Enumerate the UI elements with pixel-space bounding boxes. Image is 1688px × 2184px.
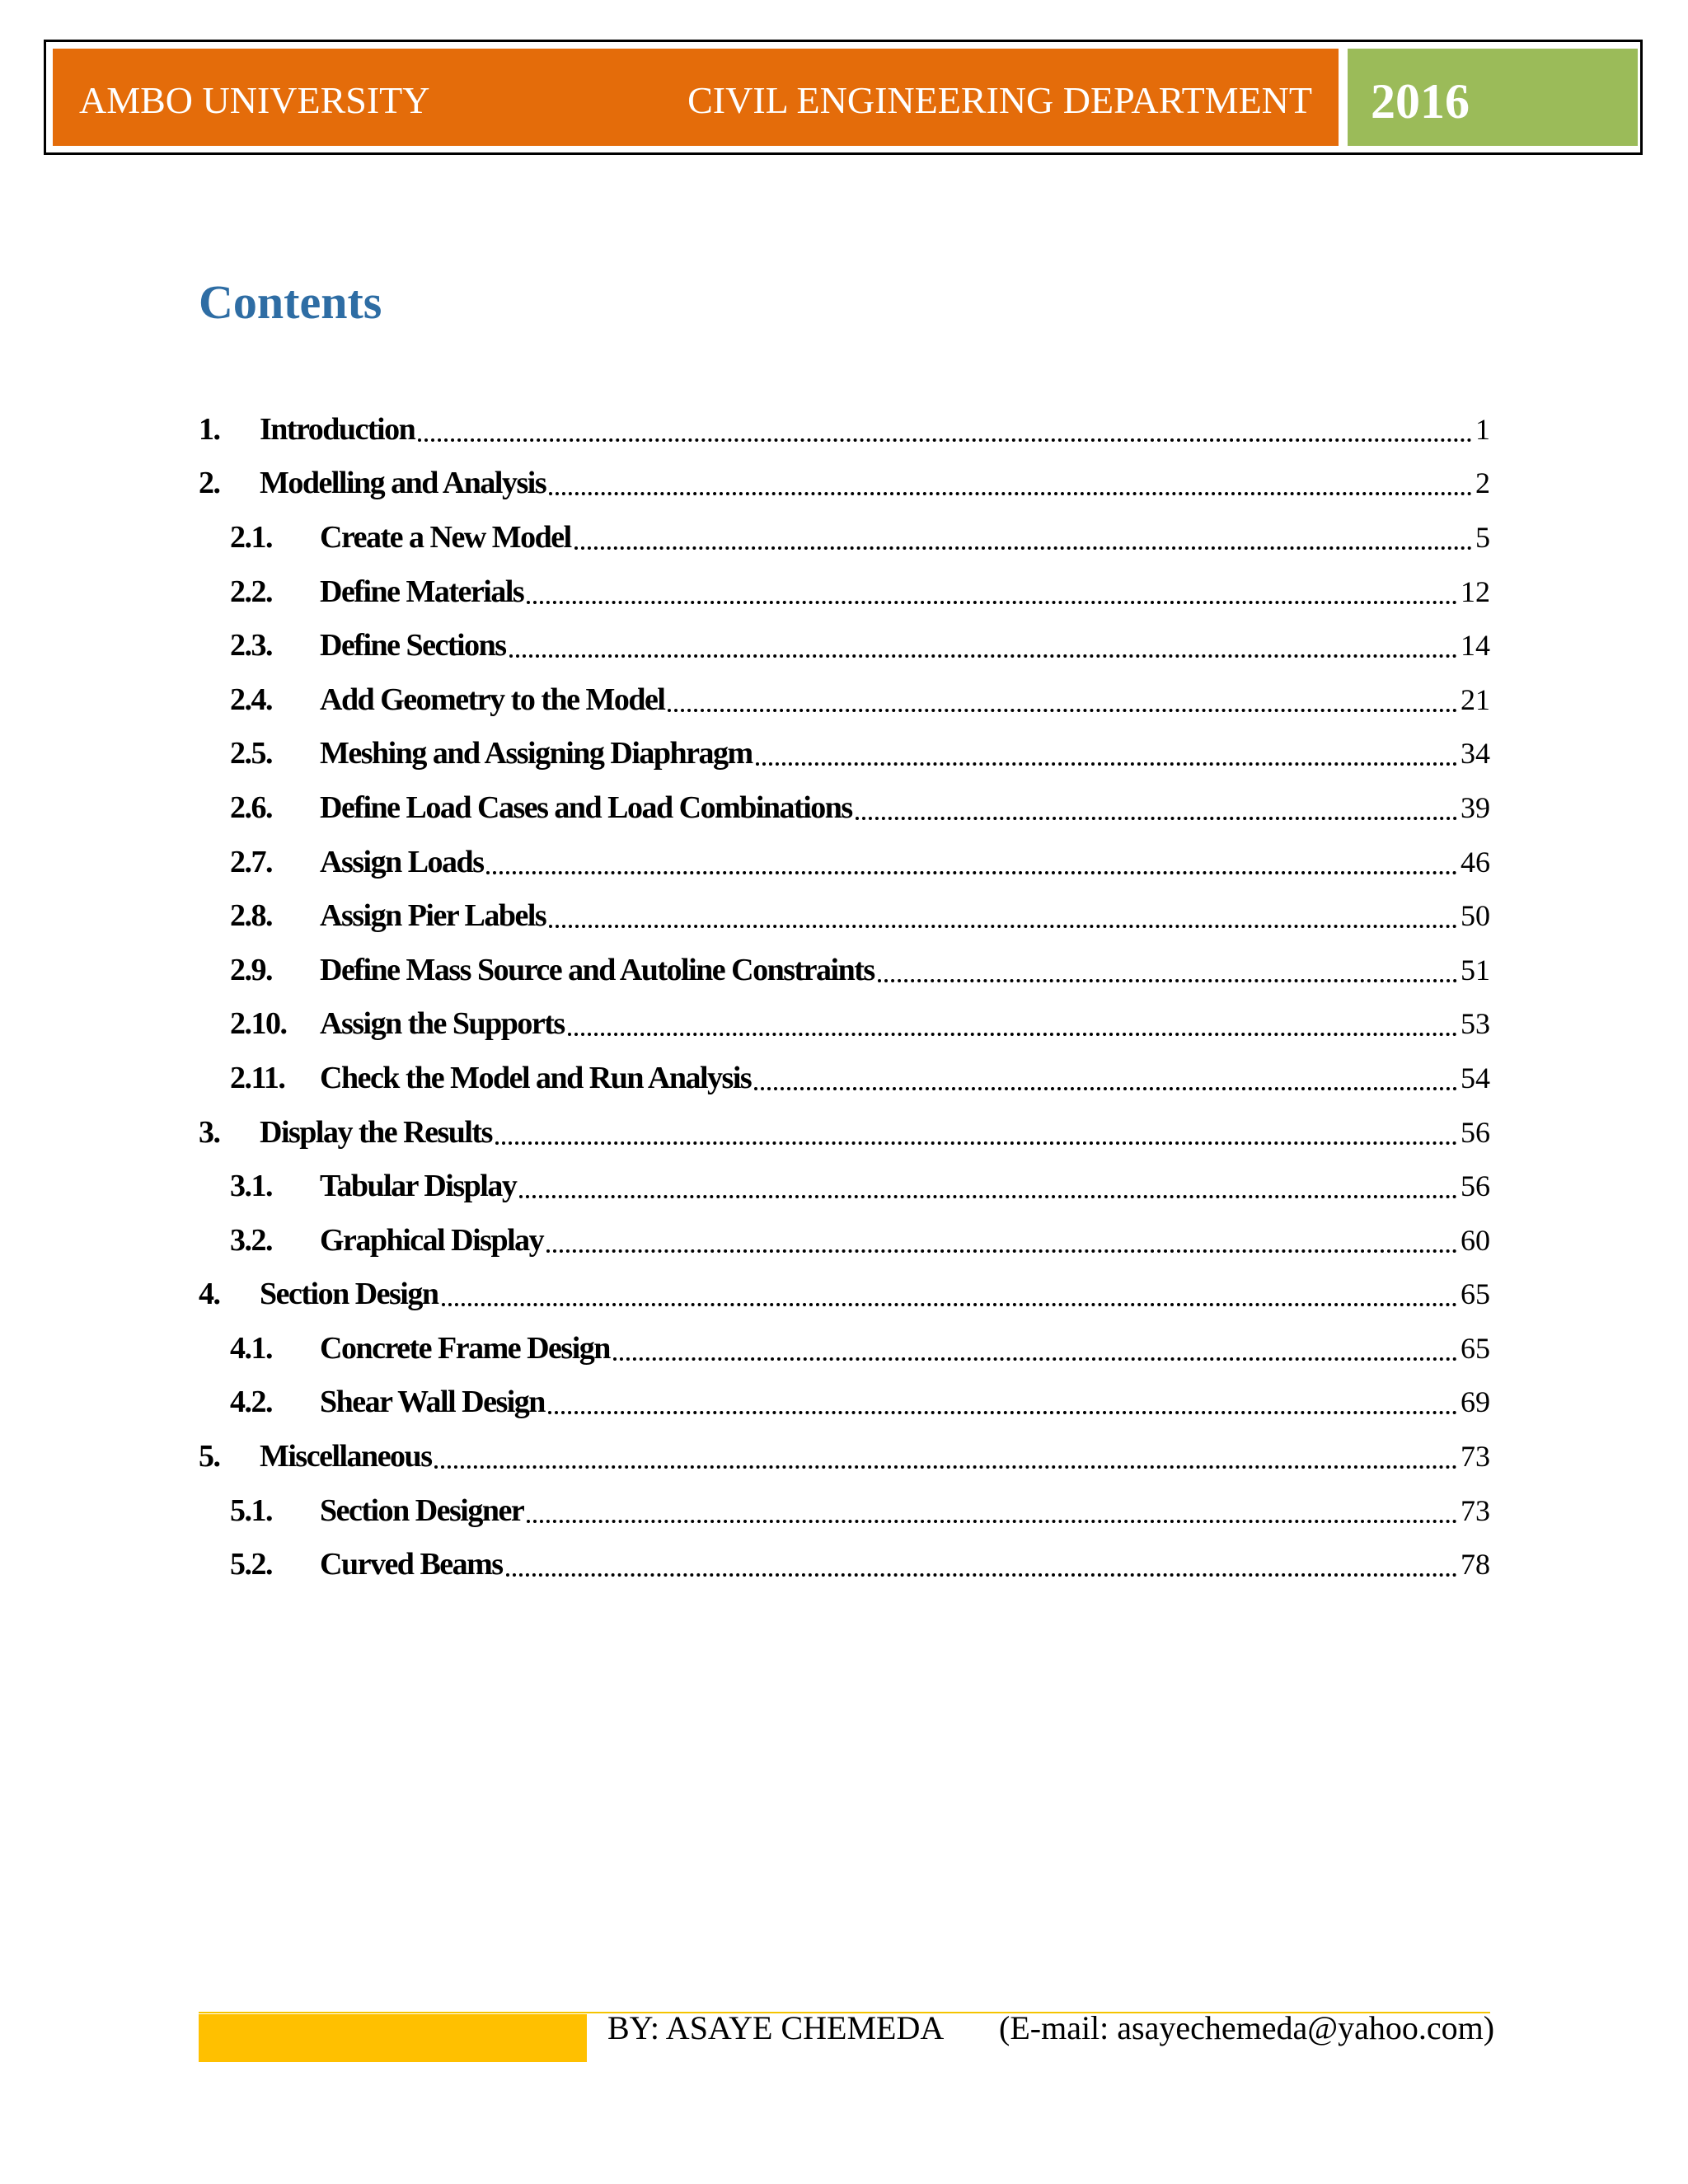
- toc-entry-page: 51: [1461, 953, 1490, 987]
- toc-entry-number: 3.1.: [230, 1169, 272, 1204]
- toc-entry[interactable]: [199, 1376, 1490, 1430]
- toc-entry-page: 73: [1461, 1440, 1490, 1474]
- toc-entry-page: 69: [1461, 1385, 1490, 1419]
- toc-entry-title[interactable]: Tabular Display: [320, 1169, 517, 1204]
- toc-dot-leader: [486, 871, 1457, 874]
- contents-heading: Contents: [199, 275, 382, 329]
- toc-entry[interactable]: [199, 727, 1490, 781]
- toc-dot-leader: [613, 1357, 1457, 1361]
- toc-entry-page: 46: [1461, 845, 1490, 879]
- toc-entry-number: 2.: [199, 466, 220, 501]
- toc-dot-leader: [856, 817, 1457, 820]
- toc-entry-title[interactable]: Introduction: [260, 411, 415, 447]
- toc-entry-title[interactable]: Add Geometry to the Model: [320, 682, 665, 717]
- toc-entry[interactable]: [199, 888, 1490, 943]
- toc-dot-leader: [546, 1249, 1457, 1253]
- toc-entry[interactable]: [199, 402, 1490, 457]
- toc-entry-title[interactable]: Define Mass Source and Autoline Constraints: [320, 952, 874, 987]
- toc-entry[interactable]: [199, 457, 1490, 511]
- header-orange-band: [53, 49, 1339, 146]
- toc-dot-leader: [527, 601, 1457, 604]
- toc-entry-page: 21: [1461, 682, 1490, 716]
- toc-dot-leader: [568, 1033, 1457, 1036]
- toc-entry-number: 4.2.: [230, 1385, 272, 1420]
- toc-entry[interactable]: [199, 1213, 1490, 1268]
- toc-entry[interactable]: [199, 618, 1490, 673]
- toc-dot-leader: [549, 492, 1472, 495]
- toc-entry-title[interactable]: Assign the Supports: [320, 1006, 565, 1042]
- department-name: CIVIL ENGINEERING DEPARTMENT: [687, 79, 1312, 121]
- toc-entry-title[interactable]: Section Designer: [320, 1493, 524, 1528]
- toc-dot-leader: [527, 1520, 1457, 1523]
- toc-entry-page: 56: [1461, 1115, 1490, 1149]
- toc-dot-leader: [495, 1141, 1457, 1145]
- toc-entry-page: 39: [1461, 790, 1490, 824]
- header-year-box: [1348, 49, 1638, 146]
- toc-entry-number: 2.10.: [230, 1006, 287, 1042]
- toc-entry-number: 5.1.: [230, 1493, 272, 1528]
- toc-entry-title[interactable]: Concrete Frame Design: [320, 1330, 610, 1366]
- toc-entry[interactable]: [199, 943, 1490, 997]
- toc-entry-page: 65: [1461, 1331, 1490, 1365]
- toc-dot-leader: [442, 1303, 1458, 1306]
- toc-entry-title[interactable]: Miscellaneous: [260, 1439, 432, 1474]
- toc-entry-number: 2.8.: [230, 898, 272, 934]
- toc-entry-number: 3.2.: [230, 1222, 272, 1258]
- toc-entry-page: 1: [1475, 412, 1490, 446]
- toc-entry-page: 14: [1461, 629, 1490, 663]
- footer-gold-bar: [199, 2014, 587, 2062]
- toc-dot-leader: [878, 979, 1457, 982]
- page-header: [44, 40, 1643, 155]
- toc-entry-number: 2.6.: [230, 790, 272, 825]
- toc-dot-leader: [668, 709, 1457, 712]
- toc-entry-page: 54: [1461, 1061, 1490, 1094]
- toc-entry[interactable]: [199, 510, 1490, 565]
- toc-entry[interactable]: [199, 997, 1490, 1052]
- toc-entry[interactable]: [199, 1051, 1490, 1105]
- toc-entry[interactable]: [199, 1105, 1490, 1160]
- toc-entry-title[interactable]: Assign Pier Labels: [320, 898, 546, 934]
- table-of-contents: [199, 402, 1490, 1591]
- toc-entry-number: 5.: [199, 1439, 220, 1474]
- toc-dot-leader: [506, 1573, 1457, 1577]
- toc-dot-leader: [509, 654, 1457, 658]
- toc-entry[interactable]: [199, 835, 1490, 889]
- toc-entry-page: 50: [1461, 899, 1490, 933]
- toc-entry[interactable]: [199, 1159, 1490, 1213]
- toc-entry[interactable]: [199, 673, 1490, 727]
- footer-email: (E-mail: asayechemeda@yahoo.com): [999, 2009, 1495, 2046]
- toc-entry-title[interactable]: Define Load Cases and Load Combinations: [320, 790, 852, 825]
- footer-author: BY: ASAYE CHEMEDA: [607, 2009, 945, 2046]
- toc-entry-title[interactable]: Define Sections: [320, 628, 506, 663]
- toc-entry-number: 3.: [199, 1114, 220, 1150]
- toc-entry-title[interactable]: Assign Loads: [320, 844, 484, 879]
- toc-entry-title[interactable]: Section Design: [260, 1277, 438, 1312]
- header-year: 2016: [1371, 74, 1470, 129]
- toc-entry-page: 12: [1461, 574, 1490, 608]
- toc-entry-title[interactable]: Curved Beams: [320, 1547, 503, 1582]
- toc-dot-leader: [754, 1087, 1457, 1090]
- toc-entry-title[interactable]: Create a New Model: [320, 519, 571, 555]
- toc-entry-page: 78: [1461, 1548, 1490, 1582]
- toc-entry-number: 2.4.: [230, 682, 272, 717]
- toc-entry[interactable]: [199, 1268, 1490, 1322]
- toc-entry-title[interactable]: Meshing and Assigning Diaphragm: [320, 736, 753, 771]
- toc-entry[interactable]: [199, 1483, 1490, 1538]
- toc-entry[interactable]: [199, 565, 1490, 619]
- toc-entry-number: 1.: [199, 411, 220, 447]
- toc-entry-number: 2.2.: [230, 574, 272, 609]
- toc-entry-page: 34: [1461, 737, 1490, 771]
- toc-entry-number: 2.11.: [230, 1060, 285, 1095]
- toc-entry-title[interactable]: Modelling and Analysis: [260, 466, 546, 501]
- toc-entry-page: 5: [1475, 520, 1490, 554]
- toc-entry[interactable]: [199, 1321, 1490, 1376]
- toc-entry-number: 2.9.: [230, 952, 272, 987]
- toc-entry-number: 2.3.: [230, 628, 272, 663]
- toc-entry-number: 4.: [199, 1277, 220, 1312]
- toc-entry-page: 73: [1461, 1493, 1490, 1527]
- toc-dot-leader: [418, 438, 1472, 442]
- toc-entry-title[interactable]: Shear Wall Design: [320, 1385, 545, 1420]
- toc-dot-leader: [756, 762, 1457, 766]
- toc-dot-leader: [549, 925, 1457, 928]
- toc-entry-number: 2.5.: [230, 736, 272, 771]
- toc-entry[interactable]: [199, 780, 1490, 835]
- toc-entry-page: 65: [1461, 1277, 1490, 1311]
- toc-entry-page: 60: [1461, 1223, 1490, 1257]
- toc-entry-page: 56: [1461, 1169, 1490, 1203]
- toc-entry-page: 53: [1461, 1007, 1490, 1041]
- toc-dot-leader: [519, 1195, 1457, 1198]
- toc-entry-number: 5.2.: [230, 1547, 272, 1582]
- toc-entry-page: 2: [1475, 466, 1490, 500]
- toc-entry-number: 2.1.: [230, 519, 272, 555]
- toc-dot-leader: [434, 1465, 1457, 1469]
- toc-entry-number: 2.7.: [230, 844, 272, 879]
- toc-dot-leader: [548, 1411, 1457, 1414]
- toc-entry-number: 4.1.: [230, 1330, 272, 1366]
- toc-entry[interactable]: [199, 1429, 1490, 1483]
- toc-dot-leader: [574, 546, 1472, 550]
- toc-entry-title[interactable]: Display the Results: [260, 1114, 492, 1150]
- toc-entry-title[interactable]: Check the Model and Run Analysis: [320, 1060, 752, 1095]
- toc-entry-title[interactable]: Graphical Display: [320, 1222, 544, 1258]
- university-name: AMBO UNIVERSITY: [79, 79, 430, 121]
- toc-entry[interactable]: [199, 1537, 1490, 1591]
- toc-entry-title[interactable]: Define Materials: [320, 574, 524, 609]
